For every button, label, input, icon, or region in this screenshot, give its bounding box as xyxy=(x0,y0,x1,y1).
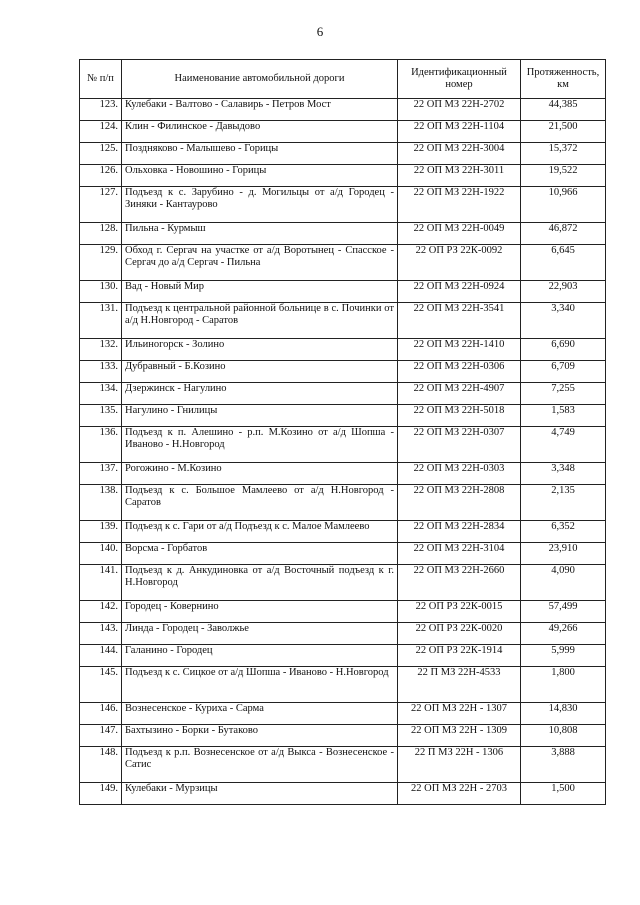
ident-number: 22 ОП МЗ 22Н-2834 xyxy=(398,521,521,543)
row-number: 148. xyxy=(80,747,122,783)
ident-number: 22 ОП МЗ 22Н-2660 xyxy=(398,565,521,601)
road-name: Дзержинск - Нагулино xyxy=(122,383,398,405)
road-length: 5,999 xyxy=(521,645,606,667)
road-length: 23,910 xyxy=(521,543,606,565)
road-length: 15,372 xyxy=(521,143,606,165)
road-length: 1,583 xyxy=(521,405,606,427)
table-row xyxy=(80,463,606,485)
road-length: 49,266 xyxy=(521,623,606,645)
road-name: Нагулино - Гнилицы xyxy=(122,405,398,427)
row-number: 141. xyxy=(80,565,122,601)
row-number: 125. xyxy=(80,143,122,165)
row-number: 130. xyxy=(80,281,122,303)
row-number: 149. xyxy=(80,783,122,805)
road-name: Городец - Ковернино xyxy=(122,601,398,623)
road-name: Ильиногорск - Золино xyxy=(122,339,398,361)
road-name: Подъезд к с. Гари от а/д Подъезд к с. Малое Мамлеево xyxy=(122,521,398,543)
row-number: 135. xyxy=(80,405,122,427)
road-length: 1,500 xyxy=(521,783,606,805)
road-name: Подъезд к д. Анкудиновка от а/д Восточный подъезд к г. Н.Новгород xyxy=(122,565,398,601)
row-number: 124. xyxy=(80,121,122,143)
ident-number: 22 ОП МЗ 22Н-3004 xyxy=(398,143,521,165)
road-name: Поздняково - Малышево - Горицы xyxy=(122,143,398,165)
road-name: Ворсма - Горбатов xyxy=(122,543,398,565)
ident-number: 22 ОП МЗ 22Н-1410 xyxy=(398,339,521,361)
ident-number: 22 ОП МЗ 22Н-1922 xyxy=(398,187,521,223)
ident-number: 22 ОП МЗ 22Н-4907 xyxy=(398,383,521,405)
row-number: 129. xyxy=(80,245,122,281)
ident-number: 22 ОП РЗ 22К-1914 xyxy=(398,645,521,667)
page-number: 6 xyxy=(316,24,324,39)
road-name: Подъезд к п. Алешино - р.п. М.Козино от а/д Шопша - Иваново - Н.Новгород xyxy=(122,427,398,463)
row-number: 146. xyxy=(80,703,122,725)
row-number: 139. xyxy=(80,521,122,543)
table-row xyxy=(80,623,606,645)
table-row xyxy=(80,725,606,747)
road-name: Ольховка - Новошино - Горицы xyxy=(122,165,398,187)
table-row xyxy=(80,303,606,339)
ident-number: 22 ОП РЗ 22К-0015 xyxy=(398,601,521,623)
row-number: 145. xyxy=(80,667,122,703)
row-number: 137. xyxy=(80,463,122,485)
road-length: 3,888 xyxy=(521,747,606,783)
road-length: 10,808 xyxy=(521,725,606,747)
road-length: 22,903 xyxy=(521,281,606,303)
table-row xyxy=(80,543,606,565)
row-number: 123. xyxy=(80,99,122,121)
road-length: 44,385 xyxy=(521,99,606,121)
table-row xyxy=(80,281,606,303)
row-number: 144. xyxy=(80,645,122,667)
road-name: Подъезд к центральной районной больнице в с. Починки от а/д Н.Новгород - Саратов xyxy=(122,303,398,339)
table-body xyxy=(80,99,606,805)
road-length: 19,522 xyxy=(521,165,606,187)
table-row xyxy=(80,427,606,463)
road-name: Рогожино - М.Козино xyxy=(122,463,398,485)
ident-number: 22 ОП МЗ 22Н-2702 xyxy=(398,99,521,121)
road-name: Пильна - Курмыш xyxy=(122,223,398,245)
ident-number: 22 ОП МЗ 22Н-3104 xyxy=(398,543,521,565)
table-row xyxy=(80,601,606,623)
row-number: 132. xyxy=(80,339,122,361)
ident-number: 22 П МЗ 22Н - 1306 xyxy=(398,747,521,783)
header-length: Протяженность, км xyxy=(521,60,606,99)
table-row xyxy=(80,99,606,121)
table-row xyxy=(80,485,606,521)
table-row xyxy=(80,223,606,245)
road-name: Подъезд к с. Сицкое от а/д Шопша - Иваново - Н.Новгород xyxy=(122,667,398,703)
header-ident-number: Идентификационный номер xyxy=(398,60,521,99)
row-number: 131. xyxy=(80,303,122,339)
road-name: Подъезд к с. Большое Мамлеево от а/д Н.Новгород - Саратов xyxy=(122,485,398,521)
road-name: Вад - Новый Мир xyxy=(122,281,398,303)
row-number: 127. xyxy=(80,187,122,223)
table-row xyxy=(80,747,606,783)
header-num: № п/п xyxy=(80,60,122,99)
ident-number: 22 ОП МЗ 22Н-1104 xyxy=(398,121,521,143)
roads-table xyxy=(79,59,606,805)
ident-number: 22 ОП МЗ 22Н-0924 xyxy=(398,281,521,303)
ident-number: 22 ОП МЗ 22Н - 1307 xyxy=(398,703,521,725)
road-length: 3,348 xyxy=(521,463,606,485)
row-number: 147. xyxy=(80,725,122,747)
road-length: 21,500 xyxy=(521,121,606,143)
table-row xyxy=(80,361,606,383)
road-name: Клин - Филинское - Давыдово xyxy=(122,121,398,143)
road-length: 57,499 xyxy=(521,601,606,623)
table-row xyxy=(80,143,606,165)
table-row xyxy=(80,703,606,725)
table-row xyxy=(80,521,606,543)
table-row xyxy=(80,783,606,805)
table-row xyxy=(80,405,606,427)
road-length: 7,255 xyxy=(521,383,606,405)
row-number: 126. xyxy=(80,165,122,187)
ident-number: 22 П МЗ 22Н-4533 xyxy=(398,667,521,703)
road-length: 10,966 xyxy=(521,187,606,223)
ident-number: 22 ОП МЗ 22Н-0049 xyxy=(398,223,521,245)
header-road-name: Наименование автомобильной дороги xyxy=(122,60,398,99)
ident-number: 22 ОП РЗ 22К-0092 xyxy=(398,245,521,281)
table-row xyxy=(80,383,606,405)
table-row xyxy=(80,187,606,223)
ident-number: 22 ОП РЗ 22К-0020 xyxy=(398,623,521,645)
table-header-row xyxy=(80,60,606,99)
road-name: Линда - Городец - Заволжье xyxy=(122,623,398,645)
row-number: 143. xyxy=(80,623,122,645)
table-row xyxy=(80,339,606,361)
ident-number: 22 ОП МЗ 22Н-0307 xyxy=(398,427,521,463)
ident-number: 22 ОП МЗ 22Н-0303 xyxy=(398,463,521,485)
table-row xyxy=(80,121,606,143)
ident-number: 22 ОП МЗ 22Н-0306 xyxy=(398,361,521,383)
row-number: 140. xyxy=(80,543,122,565)
road-length: 4,749 xyxy=(521,427,606,463)
road-length: 2,135 xyxy=(521,485,606,521)
road-name: Кулебаки - Мурзицы xyxy=(122,783,398,805)
road-name: Галанино - Городец xyxy=(122,645,398,667)
table-row xyxy=(80,165,606,187)
table-row xyxy=(80,645,606,667)
ident-number: 22 ОП МЗ 22Н - 1309 xyxy=(398,725,521,747)
road-name: Подъезд к с. Зарубино - д. Могильцы от а/д Городец - Зиняки - Кантаурово xyxy=(122,187,398,223)
ident-number: 22 ОП МЗ 22Н-5018 xyxy=(398,405,521,427)
table-row xyxy=(80,565,606,601)
ident-number: 22 ОП МЗ 22Н - 2703 xyxy=(398,783,521,805)
road-length: 6,645 xyxy=(521,245,606,281)
road-length: 6,690 xyxy=(521,339,606,361)
row-number: 138. xyxy=(80,485,122,521)
road-length: 46,872 xyxy=(521,223,606,245)
road-name: Бахтызино - Борки - Бутаково xyxy=(122,725,398,747)
road-length: 6,352 xyxy=(521,521,606,543)
road-name: Дубравный - Б.Козино xyxy=(122,361,398,383)
row-number: 134. xyxy=(80,383,122,405)
ident-number: 22 ОП МЗ 22Н-3541 xyxy=(398,303,521,339)
road-name: Вознесенское - Куриха - Сарма xyxy=(122,703,398,725)
road-name: Обход г. Сергач на участке от а/д Воротынец - Спасское - Сергач до а/д Сергач - Пильна xyxy=(122,245,398,281)
row-number: 133. xyxy=(80,361,122,383)
row-number: 142. xyxy=(80,601,122,623)
road-name: Подъезд к р.п. Вознесенское от а/д Выкса - Вознесенское - Сатис xyxy=(122,747,398,783)
row-number: 136. xyxy=(80,427,122,463)
road-length: 6,709 xyxy=(521,361,606,383)
table-row xyxy=(80,667,606,703)
road-length: 1,800 xyxy=(521,667,606,703)
ident-number: 22 ОП МЗ 22Н-3011 xyxy=(398,165,521,187)
road-length: 14,830 xyxy=(521,703,606,725)
road-length: 3,340 xyxy=(521,303,606,339)
ident-number: 22 ОП МЗ 22Н-2808 xyxy=(398,485,521,521)
road-name: Кулебаки - Валтово - Салавирь - Петров Мост xyxy=(122,99,398,121)
table-row xyxy=(80,245,606,281)
road-length: 4,090 xyxy=(521,565,606,601)
row-number: 128. xyxy=(80,223,122,245)
